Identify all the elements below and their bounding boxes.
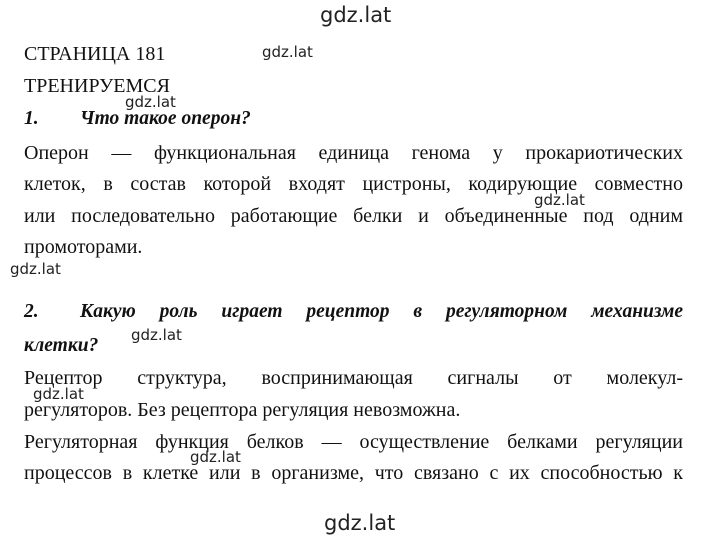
watermark-left: gdz.lat — [10, 260, 61, 278]
page-heading: СТРАНИЦА 181 — [24, 43, 166, 65]
watermark-header: gdz.lat — [262, 43, 313, 61]
question-2-line — [24, 302, 683, 322]
watermark-answer2: gdz.lat — [33, 385, 84, 403]
question-1 — [24, 109, 683, 129]
answer-1-line: Оперон — функциональная единица генома у прокариотических — [24, 142, 683, 164]
answer-1-line: промоторами. — [24, 236, 143, 258]
answer-2-line: регуляторов. Без рецептора регуляция невозможна. — [24, 399, 461, 421]
section-heading: ТРЕНИРУЕМСЯ — [24, 75, 170, 97]
watermark-bottom: gdz.lat — [324, 511, 396, 535]
question-2-line: клетки? — [24, 335, 99, 356]
watermark-answer1: gdz.lat — [534, 191, 585, 209]
answer-3-line: процессов в клетке или в организме, что связано с их способностью к — [24, 462, 683, 484]
answer-1-line: или последовательно работающие белки и объединенные под одним — [24, 205, 683, 227]
watermark-top: gdz.lat — [320, 3, 392, 27]
watermark-answer3: gdz.lat — [190, 448, 241, 466]
answer-2-line: Рецептор структура, воспринимающая сигналы от молекул- — [24, 367, 683, 389]
question-1-text: Что такое оперон? — [80, 108, 251, 129]
watermark-question2: gdz.lat — [131, 326, 182, 344]
answer-1-line: клеток, в состав которой входят цистроны, кодирующие совместно — [24, 173, 683, 195]
question-1-number: 1. — [24, 108, 39, 129]
question-2-number: 2. — [24, 301, 39, 322]
answer-3-line: Регуляторная функция белков — осуществление белками регуляции — [24, 431, 683, 453]
watermark-question1: gdz.lat — [125, 93, 176, 111]
question-2-text: Какую роль играет рецептор в регуляторном механизме — [80, 301, 683, 322]
